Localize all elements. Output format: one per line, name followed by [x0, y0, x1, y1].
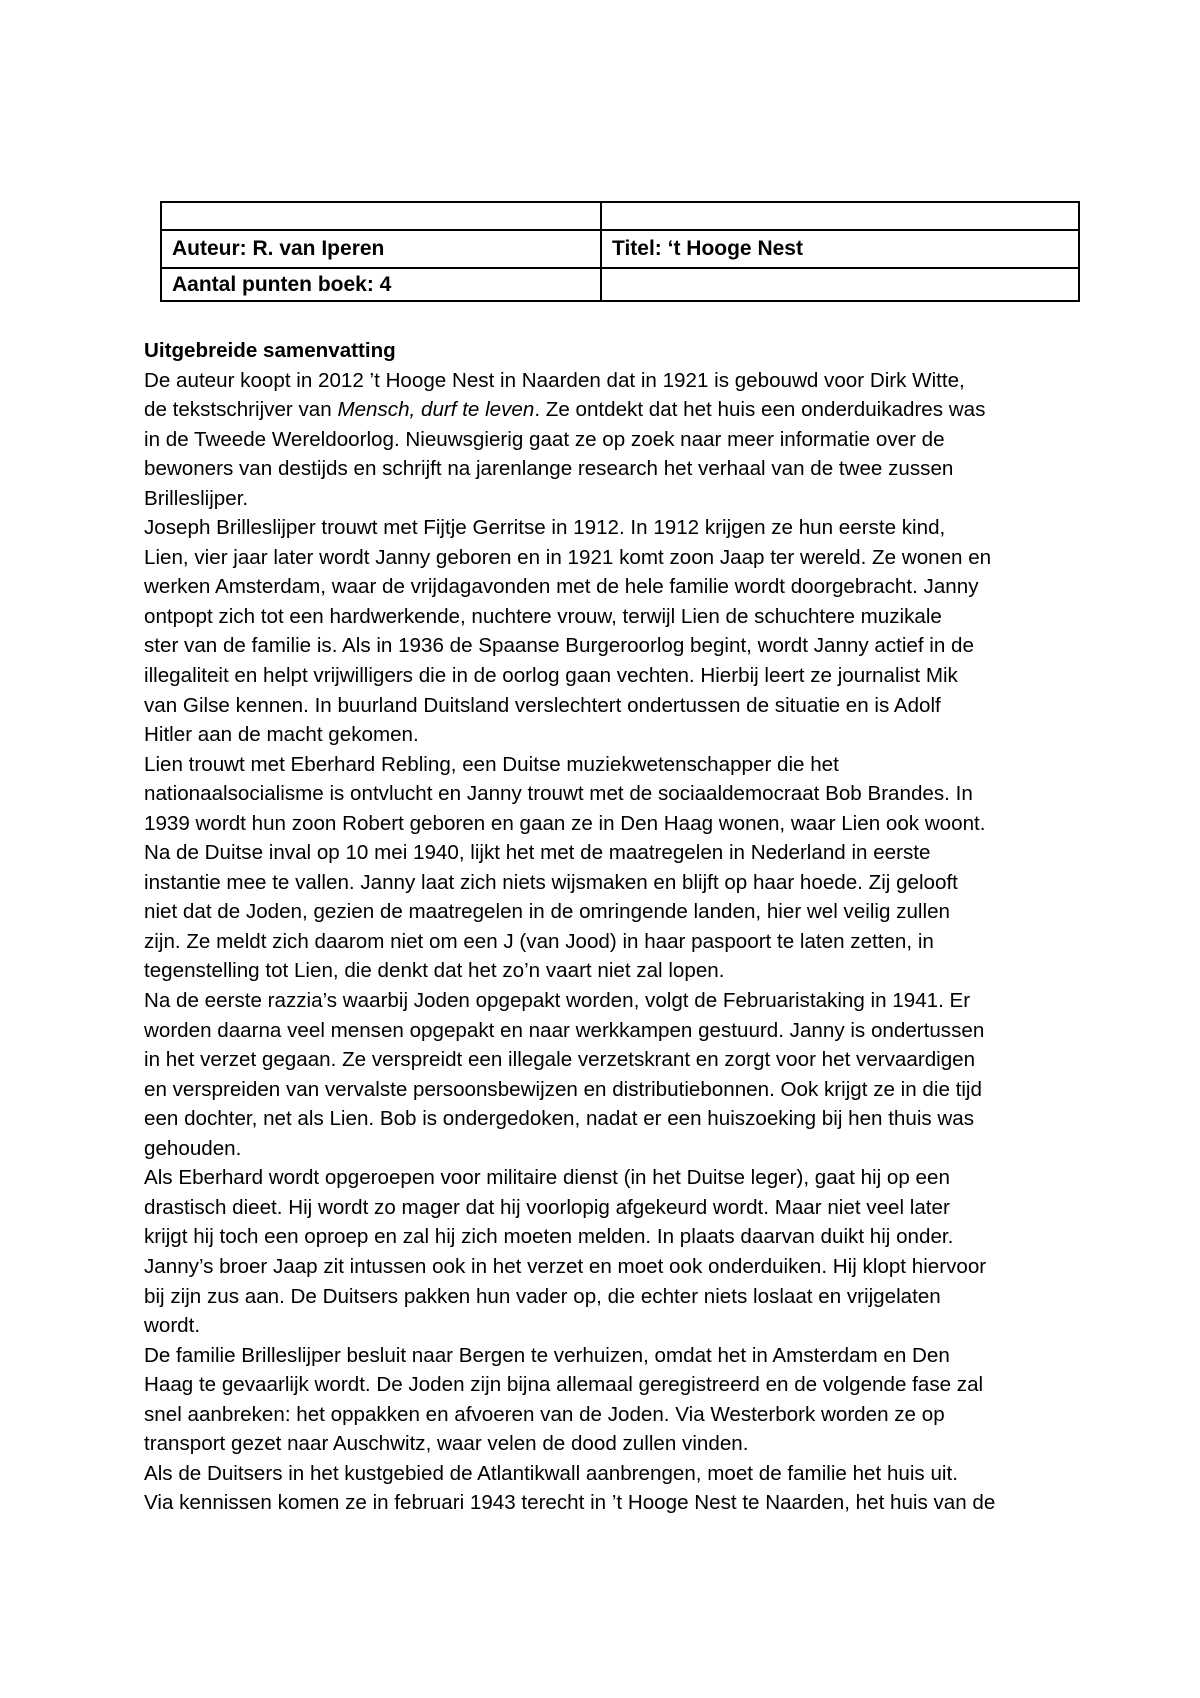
summary-line: Via kennissen komen ze in februari 1943 terecht in ’t Hooge Nest te Naarden, het huis van de	[144, 1491, 996, 1515]
summary-line: bij zijn zus aan. De Duitsers pakken hun vader op, die echter niets loslaat en vrijgelaten	[144, 1284, 941, 1308]
summary-section	[144, 336, 1084, 1518]
author-cell: Auteur: R. van Iperen	[161, 230, 601, 268]
summary-line: drastisch dieet. Hij wordt zo mager dat hij voorlopig afgekeurd wordt. Maar niet veel later	[144, 1195, 950, 1219]
song-title: Mensch, durf te leven	[337, 398, 535, 422]
summary-line: Als de Duitsers in het kustgebied de Atlantikwall aanbrengen, moet de familie het huis uit.	[144, 1461, 958, 1485]
summary-line: Lien trouwt met Eberhard Rebling, een Duitse muziekwetenschapper die het	[144, 752, 839, 776]
summary-line: in de Tweede Wereldoorlog. Nieuwsgierig gaat ze op zoek naar meer informatie over de	[144, 427, 945, 451]
summary-line: Lien, vier jaar later wordt Janny geboren en in 1921 komt zoon Jaap ter wereld. Ze wonen en	[144, 545, 992, 569]
summary-line: Joseph Brilleslijper trouwt met Fijtje Gerritse in 1912. In 1912 krijgen ze hun eerste kind,	[144, 516, 946, 540]
summary-line: Na de Duitse inval op 10 mei 1940, lijkt het met de maatregelen in Nederland in eerste	[144, 841, 931, 865]
points-cell: Aantal punten boek: 4	[161, 268, 601, 301]
table-row	[161, 268, 1079, 301]
table-cell-empty	[161, 202, 601, 230]
summary-line: 1939 wordt hun zoon Robert geboren en gaan ze in Den Haag wonen, waar Lien ook woont.	[144, 811, 986, 835]
summary-line	[144, 395, 1084, 425]
summary-line: instantie mee te vallen. Janny laat zich niets wijsmaken en blijft op haar hoede. Zij gelooft	[144, 870, 958, 894]
summary-text: de tekstschrijver van	[144, 398, 338, 422]
summary-line: gehouden.	[144, 1136, 242, 1160]
summary-text: . Ze ontdekt dat het huis een onderduikadres was	[534, 398, 986, 422]
summary-line: Haag te gevaarlijk wordt. De Joden zijn bijna allemaal geregistreerd en de volgende fase zal	[144, 1373, 984, 1397]
summary-line: De auteur koopt in 2012 ’t Hooge Nest in Naarden dat in 1921 is gebouwd voor Dirk Witte,	[144, 368, 965, 392]
summary-line: werken Amsterdam, waar de vrijdagavonden met de hele familie wordt doorgebracht. Janny	[144, 575, 979, 599]
summary-heading: Uitgebreide samenvatting	[144, 339, 396, 362]
summary-line: snel aanbreken: het oppakken en afvoeren van de Joden. Via Westerbork worden ze op	[144, 1402, 945, 1426]
summary-line: Janny’s broer Jaap zit intussen ook in het verzet en moet ook onderduiken. Hij klopt hiervoor	[144, 1254, 987, 1278]
summary-line: tegenstelling tot Lien, die denkt dat het zo’n vaart niet zal lopen.	[144, 959, 725, 983]
summary-line: ster van de familie is. Als in 1936 de Spaanse Burgeroorlog begint, wordt Janny actief in de	[144, 634, 974, 658]
summary-line: krijgt hij toch een oproep en zal hij zich moeten melden. In plaats daarvan duikt hij onder.	[144, 1225, 954, 1249]
summary-line: niet dat de Joden, gezien de maatregelen in de omringende landen, hier wel veilig zullen	[144, 900, 950, 924]
summary-line: zijn. Ze meldt zich daarom niet om een J (van Jood) in haar paspoort te laten zetten, in	[144, 929, 934, 953]
summary-line: transport gezet naar Auschwitz, waar velen de dood zullen vinden.	[144, 1432, 749, 1456]
summary-line: bewoners van destijds en schrijft na jarenlange research het verhaal van de twee zussen	[144, 457, 954, 481]
summary-line: Brilleslijper.	[144, 486, 249, 510]
summary-line: van Gilse kennen. In buurland Duitsland verslechtert ondertussen de situatie en is Adolf	[144, 693, 941, 717]
table-row	[161, 202, 1079, 230]
summary-line: worden daarna veel mensen opgepakt en naar werkkampen gestuurd. Janny is ondertussen	[144, 1018, 985, 1042]
table-row	[161, 230, 1079, 268]
summary-line: Na de eerste razzia’s waarbij Joden opgepakt worden, volgt de Februaristaking in 1941. Er	[144, 989, 971, 1013]
summary-line: Hitler aan de macht gekomen.	[144, 723, 419, 747]
summary-line: een dochter, net als Lien. Bob is ondergedoken, nadat er een huiszoeking bij hen thuis was	[144, 1107, 975, 1131]
summary-line: illegaliteit en helpt vrijwilligers die in de oorlog gaan vechten. Hierbij leert ze journalist Mik	[144, 664, 958, 688]
summary-line: wordt.	[144, 1314, 201, 1338]
table-cell-empty	[601, 268, 1079, 301]
summary-line: Als Eberhard wordt opgeroepen voor militaire dienst (in het Duitse leger), gaat hij op een	[144, 1166, 950, 1190]
table-cell-empty	[601, 202, 1079, 230]
summary-line: in het verzet gegaan. Ze verspreidt een illegale verzetskrant en zorgt voor het vervaardigen	[144, 1048, 976, 1072]
book-info-table	[160, 201, 1080, 302]
summary-line: nationaalsocialisme is ontvlucht en Janny trouwt met de sociaaldemocraat Bob Brandes. In	[144, 782, 973, 806]
summary-line: De familie Brilleslijper besluit naar Bergen te verhuizen, omdat het in Amsterdam en Den	[144, 1343, 950, 1367]
title-cell: Titel: ‘t Hooge Nest	[601, 230, 1079, 268]
summary-line: ontpopt zich tot een hardwerkende, nuchtere vrouw, terwijl Lien de schuchtere muzikale	[144, 604, 942, 628]
summary-line: en verspreiden van vervalste persoonsbewijzen en distributiebonnen. Ook krijgt ze in die tijd	[144, 1077, 982, 1101]
